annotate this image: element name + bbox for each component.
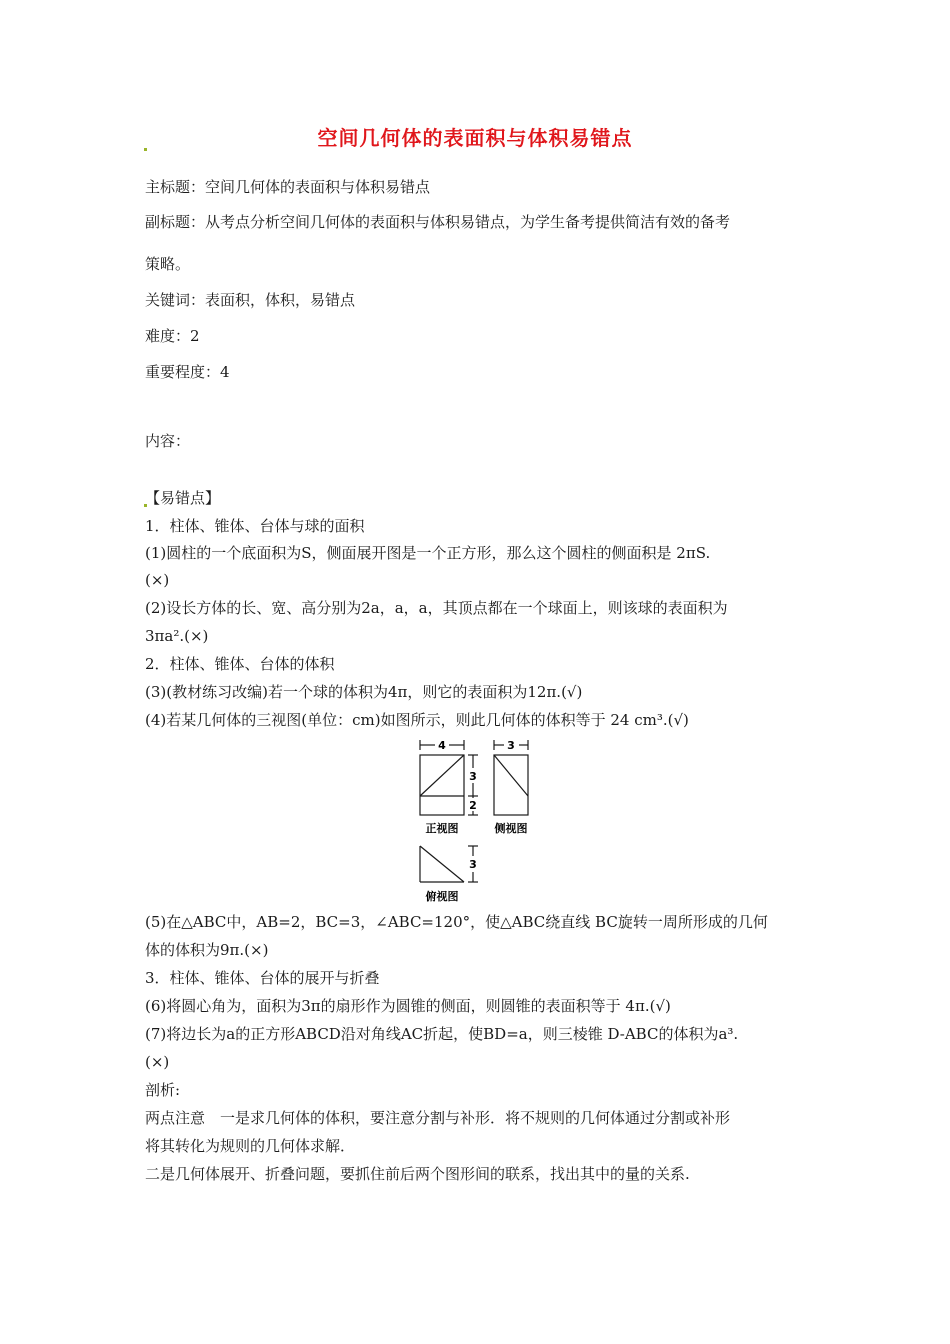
analysis-line-2: 将其转化为规则的几何体求解．: [145, 1137, 356, 1155]
page-title: 空间几何体的表面积与体积易错点: [317, 126, 633, 150]
side-view-rect: [494, 755, 528, 815]
question-4: (4)若某几何体的三视图(单位：cm)如图所示，则此几何体的体积等于 24 cm³.(√): [145, 711, 689, 729]
subtitle-line-1: 副标题：从考点分析空间几何体的表面积与体积易错点，为学生备考提供简洁有效的备考: [145, 213, 731, 231]
importance-line: 重要程度：4: [145, 363, 230, 381]
side-view-label: 侧视图: [494, 822, 528, 835]
three-view-diagram: [410, 738, 540, 908]
side-view-diagonal: [494, 755, 528, 796]
front-view-diagonal: [420, 755, 464, 796]
top-depth-label: 3: [469, 858, 477, 871]
question-1-line-2: (×): [145, 571, 170, 589]
question-7-line-2: (×): [145, 1053, 170, 1071]
heading-2: 2．柱体、锥体、台体的体积: [145, 655, 335, 673]
front-width-label: 4: [438, 739, 446, 752]
height-upper-label: 3: [469, 770, 477, 783]
question-2-line-2: 3πa².(×): [145, 627, 209, 645]
question-5-line-2: 体的体积为9π.(×): [145, 941, 269, 959]
analysis-line-1: 两点注意 一是求几何体的体积，要注意分割与补形．将不规则的几何体通过分割或补形: [145, 1109, 731, 1127]
content-label: 内容：: [145, 432, 191, 450]
heading-3: 3．柱体、锥体、台体的展开与折叠: [145, 969, 380, 987]
main-title-line: 主标题：空间几何体的表面积与体积易错点: [145, 178, 431, 196]
analysis-label: 剖析:: [145, 1081, 181, 1099]
question-2-line-1: (2)设长方体的长、宽、高分别为2a，a，a，其顶点都在一个球面上，则该球的表面积为: [145, 599, 728, 617]
front-view-rect: [420, 755, 464, 815]
analysis-line-3: 二是几何体展开、折叠问题，要抓住前后两个图形间的联系，找出其中的量的关系.: [145, 1165, 690, 1183]
difficulty-line: 难度：2: [145, 327, 200, 345]
front-view-label: 正视图: [425, 822, 459, 835]
question-3: (3)(教材练习改编)若一个球的体积为4π，则它的表面积为12π.(√): [145, 683, 583, 701]
heading-1: 1．柱体、锥体、台体与球的面积: [145, 517, 365, 535]
three-view-figure: [410, 738, 540, 908]
height-lower-label: 2: [469, 799, 477, 812]
section-header: 【易错点】: [145, 489, 221, 507]
question-1-line-1: (1)圆柱的一个底面积为S，侧面展开图是一个正方形，那么这个圆柱的侧面积是 2πS.: [145, 544, 711, 562]
side-width-label: 3: [507, 739, 515, 752]
question-6: (6)将圆心角为，面积为3π的扇形作为圆锥的侧面，则圆锥的表面积等于 4π.(√): [145, 997, 671, 1015]
subtitle-line-2: 策略。: [145, 255, 191, 273]
question-5-line-1: (5)在△ABC中，AB=2，BC=3，∠ABC=120°，使△ABC绕直线 BC旋转一周所形成的几何: [145, 913, 768, 931]
keywords-line: 关键词：表面积，体积，易错点: [145, 291, 356, 309]
question-7-line-1: (7)将边长为a的正方形ABCD沿对角线AC折起，使BD=a，则三棱锥 D-ABC的体积为a³.: [145, 1025, 739, 1043]
top-view-label: 俯视图: [425, 890, 459, 903]
